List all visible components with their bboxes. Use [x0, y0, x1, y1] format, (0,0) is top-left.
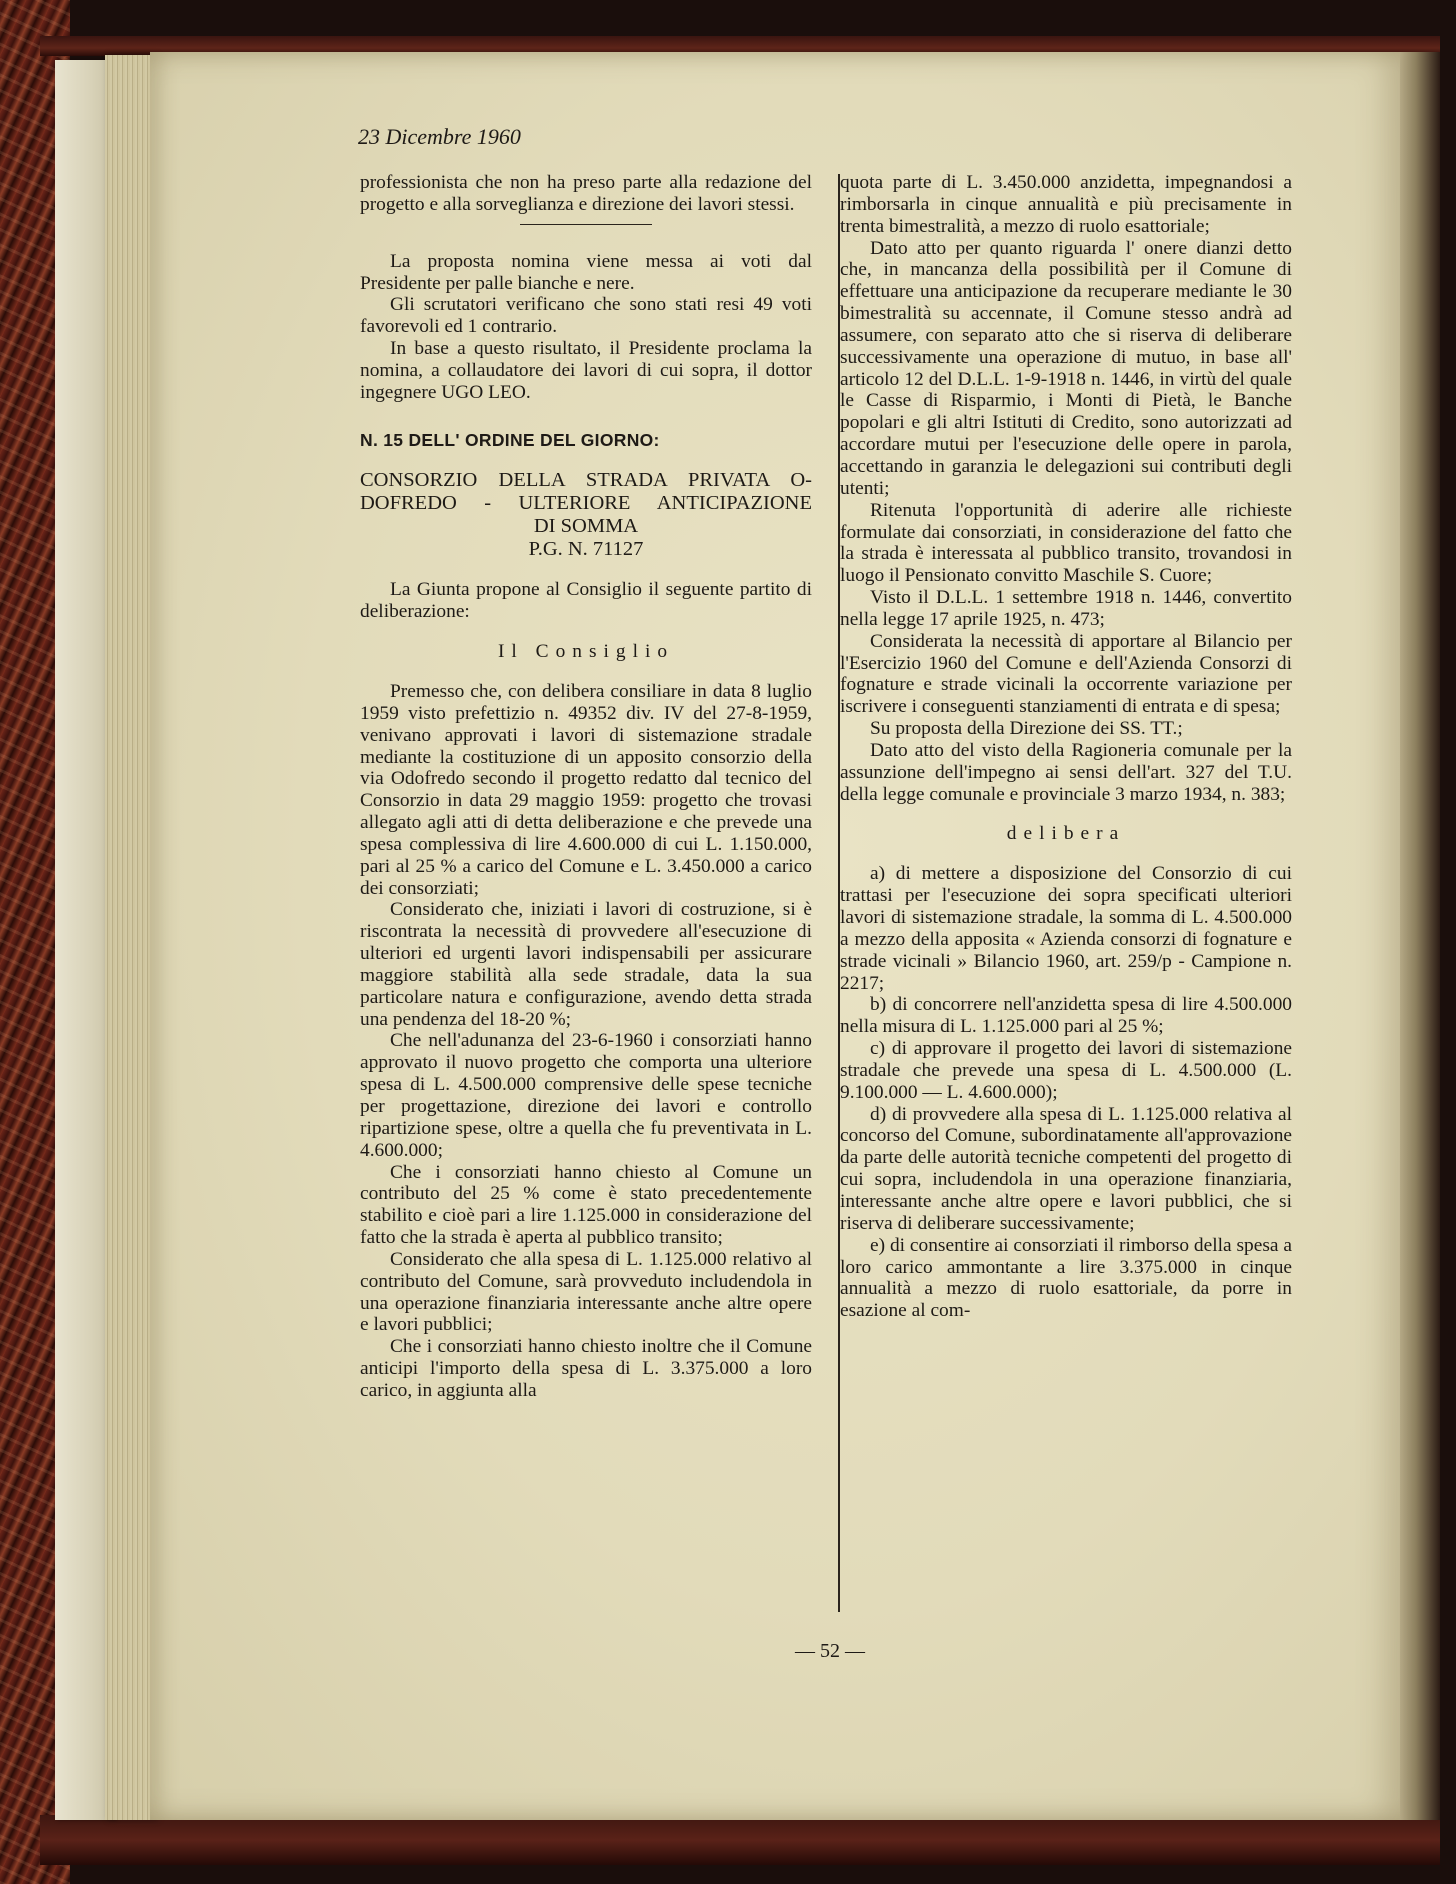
paragraph: Dato atto per quanto riguarda l' onere dianzi detto che, in mancanza della possibilità per il Comune di effettuare una anticipazione da recuperare mediante le 30 bimestralità su accennate, il Comune stesso andrà ad assumere, con separato atto che si riserva di deliberare successivamente una operazione di mutuo, in base all' articolo 12 del D.L.L. 1-9-1918 n. 1446, in virtù del quale le Casse di Risparmio, i Monti di Pietà, le Banche popolari e gli altri Istituti di Credito, sono autorizzati ad accordare mutui per l'esecuzione delle opere in parola, accettando in garanzia le delegazioni sui contributi degli utenti; [840, 237, 1292, 499]
agenda-subject [360, 469, 812, 561]
page-number: — 52 — [795, 1640, 865, 1662]
paragraph: Che i consorziati hanno chiesto inoltre che il Comune anticipi l'importo della spesa di L. 3.375.000 a loro carico, in aggiunta alla [360, 1336, 812, 1401]
subject-line: CONSORZIO DELLA STRADA PRIVATA O- [360, 469, 812, 492]
council-heading: Il Consiglio [497, 641, 675, 663]
protocol-number: P.G. N. 71127 [528, 538, 644, 561]
paragraph: Gli scrutatori verificano che sono stati resi 49 voti favorevoli ed 1 contrario. [360, 294, 812, 338]
paragraph: Su proposta della Direzione dei SS. TT.; [870, 718, 1183, 740]
paragraph: Premesso che, con delibera consiliare in data 8 luglio 1959 visto prefettizio n. 49352 div. IV del 27-8-1959, venivano approvati i lavori di sistemazione stradale mediante la costituzione di un apposito consorzio della via Odofredo secondo il progetto redatto dal tecnico del Consorzio in data 29 maggio 1959: progetto che trovasi allegato agli atti di detta deliberazione e che prevede una spesa complessiva di lire 4.600.000 di cui L. 1.150.000, pari al 25 % a carico del Comune e L. 3.450.000 a carico dei consorziati; [360, 680, 812, 899]
paragraph: Visto il D.L.L. 1 settembre 1918 n. 1446, convertito nella legge 17 aprile 1925, n. 473; [840, 587, 1292, 630]
paragraph: Che i consorziati hanno chiesto al Comune un contributo del 25 % come è stato precedentemente stabilito e cioè pari a lire 1.125.000 in considerazione del fatto che la strada è aperta al pubblico transito; [360, 1161, 812, 1249]
resolution-item-a: a) di mettere a disposizione del Consorzio di cui trattasi per l'esecuzione dei sopra specificati ulteriori lavori di sistemazione stradale, la somma di L. 4.500.000 a mezzo della apposita « Azienda consorzi di fognature e strade vicinali » Bilancio 1960, art. 259/p - Campione n. 2217; [840, 863, 1292, 994]
paragraph: quota parte di L. 3.450.000 anzidetta, impegnandosi a rimborsarla in cinque annualità e più precisamente in trenta bimestralità, a mezzo di ruolo esattoriale; [840, 172, 1292, 237]
paragraph: Dato atto del visto della Ragioneria comunale per la assunzione dell'impegno ai sensi dell'art. 327 del T.U. della legge comunale e provinciale 3 marzo 1934, n. 383; [840, 739, 1292, 805]
paragraph: Considerato che, iniziati i lavori di costruzione, si è riscontrata la necessità di provvedere all'esecuzione di ulteriori ed urgenti lavori indispensabili per assicurare maggiore stabilità alla sede stradale, data la sua particolare natura e configurazione, avendo detta strada una pendenza del 18-20 %; [360, 899, 812, 1030]
subject-line: DI SOMMA [533, 515, 639, 538]
resolution-item-d: d) di provvedere alla spesa di L. 1.125.000 relativa al concorso del Comune, subordinatamente all'approvazione da parte delle autorità tecniche competenti del progetto di cui sopra, includendola in una operazione finanziaria, interessante anche altre opere e lavori pubblici, che si riserva di deliberare successivamente; [840, 1103, 1292, 1234]
paragraph: La Giunta propone al Consiglio il seguente partito di deliberazione: [360, 579, 812, 623]
agenda-item-heading: N. 15 DELL' ORDINE DEL GIORNO: [360, 429, 660, 450]
paragraph: Considerata la necessità di apportare al Bilancio per l'Esercizio 1960 del Comune e dell'Azienda Consorzi di fognature e strade vicinali la occorrente variazione per iscrivere i conseguenti stanziamenti di entrata e di spesa; [840, 630, 1292, 718]
paragraph: La proposta nomina viene messa ai voti dal Presidente per palle bianche e nere. [360, 250, 812, 294]
paragraph: Ritenuta l'opportunità di aderire alle richieste formulate dai consorziati, in considerazione del fatto che la strada è interessata al pubblico transito, trovandosi in luogo il Pensionato convitto Maschile S. Cuore; [840, 499, 1292, 587]
page-edges [105, 55, 155, 1820]
running-header-date: 23 Dicembre 1960 [358, 124, 521, 149]
right-column [840, 172, 1292, 1322]
delibera-heading: delibera [1006, 823, 1126, 845]
paragraph: Che nell'adunanza del 23-6-1960 i consorziati hanno approvato il nuovo progetto che comporta una ulteriore spesa di L. 4.500.000 comprensive delle spese tecniche per progettazione, direzione dei lavori e controllo ripartizione spese, oltre a quella che fu preventivata in L. 4.600.000; [360, 1030, 812, 1161]
binding-bottom-band [40, 1815, 1440, 1865]
paragraph: Considerato che alla spesa di L. 1.125.000 relativo al contributo del Comune, sarà provveduto includendola in una operazione finanziaria interessante anche altre opere e lavori pubblici; [360, 1248, 812, 1336]
resolution-item-c: c) di approvare il progetto dei lavori di sistemazione stradale che prevede una spesa di L. 4.500.000 (L. 9.100.000 — L. 4.600.000); [840, 1038, 1292, 1103]
subject-line: DOFREDO - ULTERIORE ANTICIPAZIONE [360, 492, 812, 515]
paragraph: In base a questo risultato, il Presidente proclama la nomina, a collaudatore dei lavori di cui sopra, il dottor ingegnere UGO LEO. [360, 338, 812, 403]
paragraph: professionista che non ha preso parte alla redazione del progetto e alla sorveglianza e direzione dei lavori stessi. [360, 172, 812, 215]
resolution-item-b: b) di concorrere nell'anzidetta spesa di lire 4.500.000 nella misura di L. 1.125.000 pari al 25 %; [840, 994, 1292, 1038]
left-column [360, 172, 812, 1402]
page-gutter-shadow [1400, 52, 1440, 1820]
resolution-item-e: e) di consentire ai consorziati il rimborso della spesa a loro carico ammontante a lire 3.375.000 in cinque annualità a mezzo di ruolo esattoriale, da porre in esazione al com- [840, 1234, 1292, 1322]
